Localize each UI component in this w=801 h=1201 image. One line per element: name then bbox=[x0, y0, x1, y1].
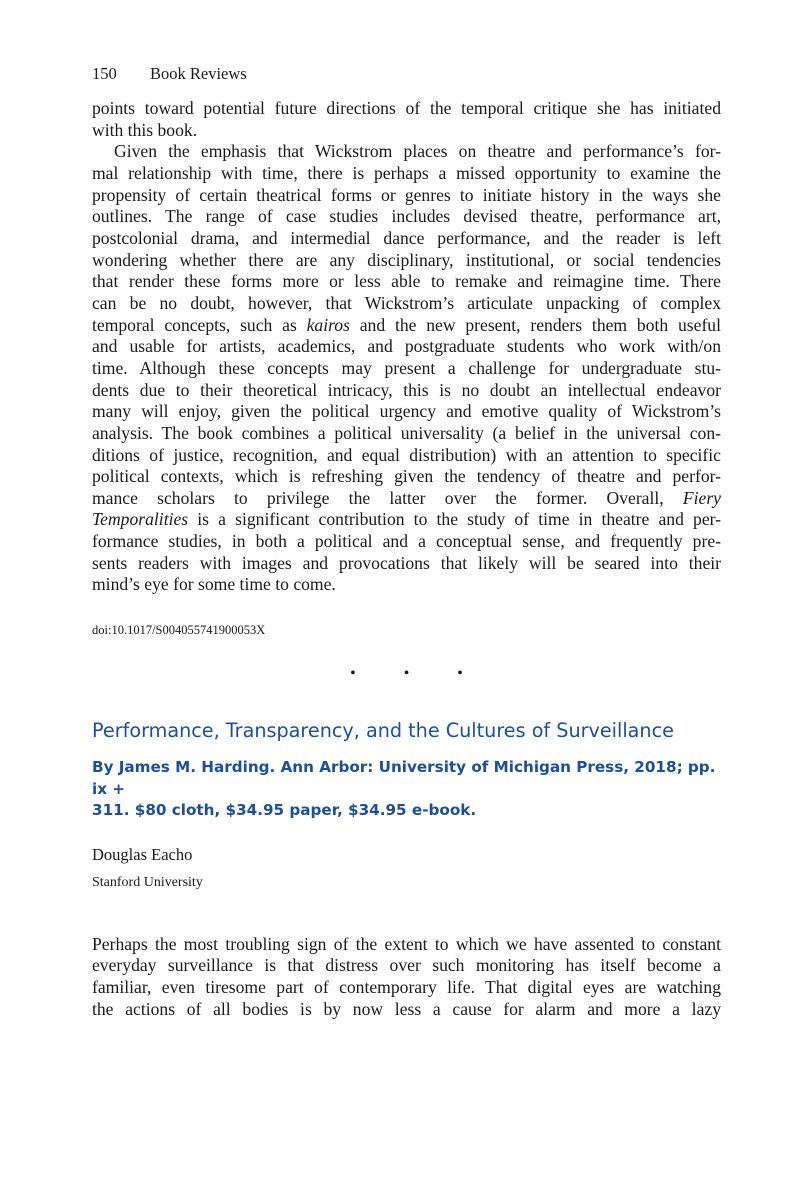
reviewer-name: Douglas Eacho bbox=[92, 844, 193, 864]
text-line: political contexts, which is refreshing given the tendency of theatre and perfor- bbox=[92, 466, 721, 487]
review-body-paragraph bbox=[92, 934, 721, 1021]
text-line: dents due to their theoretical intricacy, this is no doubt an intellectual endeavor bbox=[92, 379, 721, 400]
text-line: time. Although these concepts may present a challenge for undergraduate stu- bbox=[92, 357, 721, 378]
text-line: postcolonial drama, and intermedial dance performance, and the reader is left bbox=[92, 227, 721, 248]
doi: doi:10.1017/S004055741900053X bbox=[92, 623, 266, 638]
text-line: outlines. The range of case studies includes devised theatre, performance art, bbox=[92, 206, 721, 227]
review-title: Performance, Transparency, and the Cultures of Surveillance bbox=[92, 719, 674, 743]
text-line: points toward potential future directions of the temporal critique she has initiated bbox=[92, 98, 721, 118]
page-number: 150 bbox=[92, 64, 117, 83]
reviewer-affiliation: Stanford University bbox=[92, 874, 203, 890]
text-line bbox=[92, 509, 721, 531]
text-line: Given the emphasis that Wickstrom places on theatre and performance’s for- bbox=[114, 141, 721, 162]
text-line: everyday surveillance is that distress over such monitoring has itself become a bbox=[92, 955, 721, 976]
text-run: mance scholars to privilege the latter over the former. Overall, bbox=[92, 487, 683, 508]
text-line: sents readers with images and provocations that likely will be seared into their bbox=[92, 552, 721, 573]
text-line: and usable for artists, academics, and postgraduate students who work with/on bbox=[92, 336, 721, 357]
text-line: the actions of all bodies is by now less a cause for alarm and more a lazy bbox=[92, 998, 721, 1019]
text-line: ditions of justice, recognition, and equal distribution) with an attention to specific bbox=[92, 444, 721, 465]
text-line: with this book. bbox=[92, 119, 198, 140]
text-line: mind’s eye for some time to come. bbox=[92, 574, 336, 595]
text-line bbox=[92, 315, 721, 337]
section-separator: • • • bbox=[350, 665, 485, 683]
text-line: wondering whether there are any disciplinary, institutional, or social tendencies bbox=[92, 249, 721, 270]
prev-review-paragraph-2 bbox=[92, 141, 721, 596]
text-line bbox=[92, 488, 721, 510]
text-run: and the new present, renders them both useful bbox=[349, 314, 721, 335]
text-line: familiar, even tiresome part of contemporary life. That digital eyes are watching bbox=[92, 976, 721, 997]
text-line: that render these forms more or less able to remake and reimagine time. There bbox=[92, 271, 721, 292]
text-line: analysis. The book combines a political universality (a belief in the universal con- bbox=[92, 422, 721, 443]
biblio-line: By James M. Harding. Ann Arbor: University of Michigan Press, 2018; pp. ix + bbox=[92, 758, 716, 798]
text-line: formance studies, in both a political and a conceptual sense, and frequently pre- bbox=[92, 531, 721, 552]
text-run: temporal concepts, such as bbox=[92, 314, 307, 335]
running-head bbox=[92, 62, 721, 86]
italic-term-kairos: kairos bbox=[306, 314, 350, 335]
text-run: is a significant contribution to the study of time in theatre and per- bbox=[188, 509, 721, 530]
section-title: Book Reviews bbox=[150, 64, 247, 83]
text-line: mal relationship with time, there is perhaps a missed opportunity to examine the bbox=[92, 162, 721, 183]
biblio-line: 311. $80 cloth, $34.95 paper, $34.95 e-book. bbox=[92, 801, 477, 820]
prev-review-paragraph-1 bbox=[92, 98, 721, 141]
page bbox=[92, 62, 721, 1020]
italic-title-fiery: Fiery bbox=[682, 487, 721, 508]
text-line: can be no doubt, however, that Wickstrom’s articulate unpacking of complex bbox=[92, 292, 721, 313]
text-line: Perhaps the most troubling sign of the extent to which we have assented to constant bbox=[92, 933, 721, 954]
italic-title-temporalities: Temporalities bbox=[92, 509, 189, 530]
text-line: many will enjoy, given the political urgency and emotive quality of Wickstrom’s bbox=[92, 401, 721, 422]
text-line: propensity of certain theatrical forms or genres to initiate history in the ways she bbox=[92, 184, 721, 205]
review-bibliographic-info bbox=[92, 757, 721, 822]
